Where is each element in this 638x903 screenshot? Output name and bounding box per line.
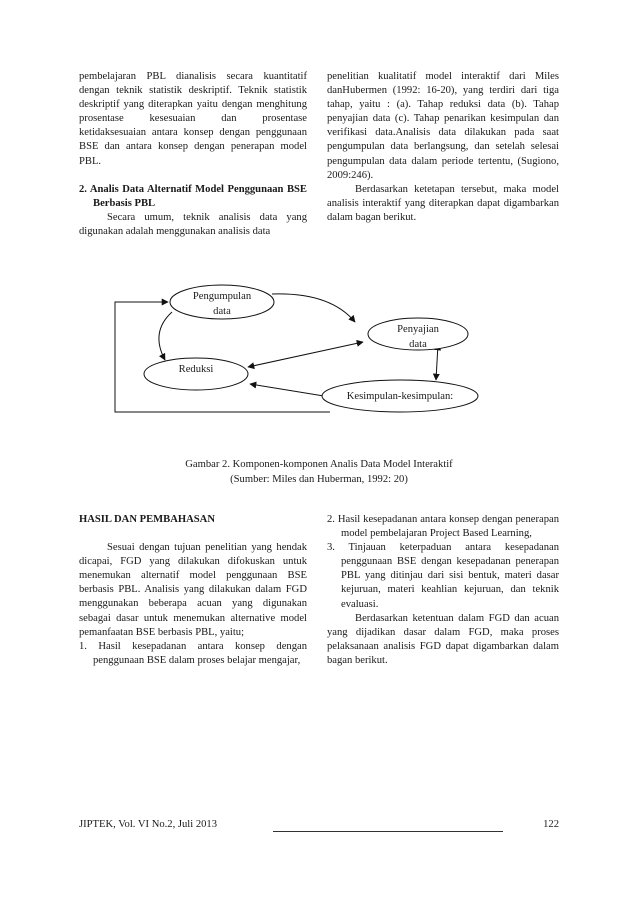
page-number: 122	[543, 819, 559, 830]
list-item: 2. Hasil kesepadanan antara konsep dengan penerapan model pembelajaran Project Based Learning,	[327, 514, 559, 540]
journal-info: JIPTEK, Vol. VI No.2, Juli 2013	[79, 819, 218, 830]
right-column-top	[327, 70, 559, 225]
footer-divider	[273, 831, 503, 832]
caption-source: (Sumber: Miles dan Huberman, 1992: 20)	[230, 473, 408, 485]
section-heading: HASIL DAN PEMBAHASAN	[79, 514, 215, 525]
caption-line: Gambar 2. Komponen-komponen Analis Data Model Interaktif	[185, 459, 453, 470]
paragraph: penelitian kualitatif model interaktif dari Miles danHubermen (1992: 16-20), yang terdiri dari tiga tahap, yaitu : (a). Tahap reduksi data (b). Tahap penyajian data (c). Tahap penarikan kesimpulan dan verifikasi data.Analisis data dilakukan pada saat pengumpulan data berlangsung, dan setelah selesai pengumpulan data dalam periode tertentu, (Sugiono, 2009:246).	[327, 71, 559, 181]
arrow-reduksi-kesimpulan	[250, 384, 330, 397]
paragraph: Berdasarkan ketetapan tersebut, maka model analisis interaktif yang diterapkan dapat digambarkan dalam bagan berikut.	[327, 183, 559, 223]
node-pengumpulan-label-2: data	[213, 306, 231, 317]
paragraph: pembelajaran PBL dianalisis secara kuantitatif dengan teknik statistik deskriptif. Teknik statistik deskriptif yang diterapkan yaitu dengan menghitung prosentase kesesuaian dan prosentase ketidaksesuaian antara konsep dengan penggunaan BSE dan antara konsep dengan penerapan model PBL.	[79, 71, 307, 167]
arrow-reduksi-penyajian	[248, 342, 363, 367]
left-column-top	[79, 70, 307, 239]
list-item: 1. Hasil kesepadanan antara konsep dengan penggunaan BSE dalam proses belajar mengajar,	[79, 640, 307, 666]
arrow-pengumpulan-penyajian	[272, 294, 355, 322]
arrow-pengumpulan-reduksi	[159, 312, 172, 360]
node-kesimpulan-label: Kesimpulan-kesimpulan:	[346, 391, 454, 402]
node-penyajian-label-2: data	[409, 339, 427, 350]
right-column-bottom	[327, 513, 559, 668]
interactive-model-diagram	[100, 272, 540, 432]
left-column-bottom	[79, 513, 307, 668]
node-pengumpulan-label: Pengumpulan	[192, 291, 252, 302]
list-item: 3. Tinjauan keterpaduan antara kesepadanan penggunaan BSE dengan kesepadanan penerapan PBL yang ditinjau dari sisi bentuk, materi dasar kejuruan, materi keahlian kejuruan, dan teknik evaluasi.	[327, 542, 559, 610]
page-footer	[79, 819, 559, 835]
node-penyajian-label: Penyajian	[397, 324, 439, 335]
section-heading: 2. Analis Data Alternatif Model Penggunaan BSE Berbasis PBL	[79, 183, 307, 209]
paragraph: Sesuai dengan tujuan penelitian yang hendak dicapai, FGD yang dilakukan difokuskan untuk menemukan alternatif model penggunaan BSE berbasis PBL. Analisis yang dilakukan dalam FGD menggunakan beberapa acuan yang digunakan sebagai dasar untuk menemukan alternative model pemanfaatan BSE berbasis PBL, yaitu;	[79, 542, 307, 638]
paragraph: Secara umum, teknik analisis data yang digunakan adalah menggunakan analisis data	[79, 211, 307, 237]
figure-caption	[79, 458, 559, 487]
paragraph: Berdasarkan ketentuan dalam FGD dan acuan yang dijadikan dasar dalam FGD, maka proses pelaksanaan analisis FGD dapat digambarkan dalam bagan berikut.	[327, 612, 559, 666]
node-reduksi-label: Reduksi	[178, 364, 214, 375]
